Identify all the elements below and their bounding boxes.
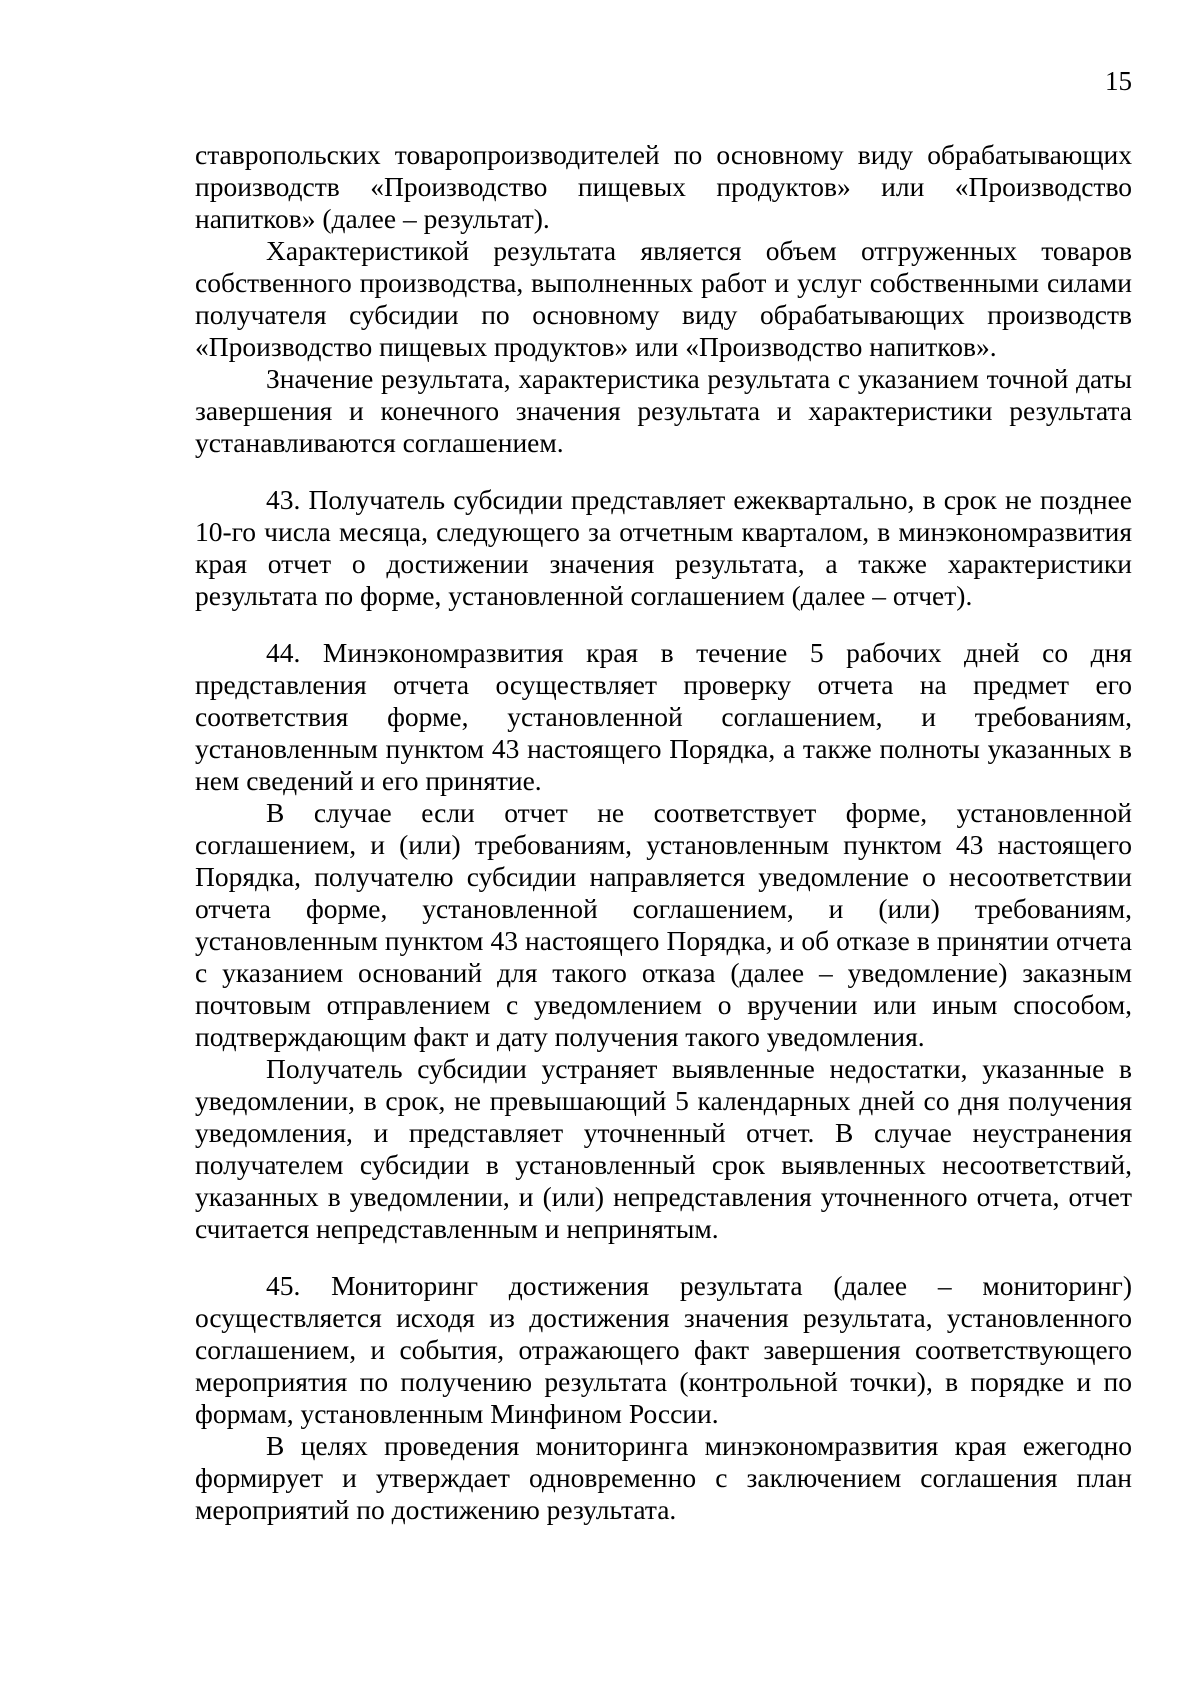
- paragraph-continuation: ставропольских товаропроизводителей по основному виду обрабатывающих производств «Производство пищевых продуктов» или «Производство напитков» (далее – результат).: [195, 139, 1132, 234]
- document-body: [195, 139, 1132, 1526]
- page-number: 15: [1105, 66, 1132, 96]
- paragraph-result-characteristic: Характеристикой результата является объем отгруженных товаров собственного производства, выполненных работ и услуг собственными силами получателя субсидии по основному виду обрабатывающих производств «Производство пищевых продуктов» или «Производство напитков».: [195, 235, 1132, 362]
- paragraph-report-mismatch: В случае если отчет не соответствует форме, установленной соглашением, и (или) требованиям, установленным пунктом 43 настоящего Порядка, получателю субсидии направляется уведомление о несоответствии отчета форме, установленной соглашением, и (или) требованиям, установленным пунктом 43 настоящего Порядка, и об отказе в принятии отчета с указанием оснований для такого отказа (далее – уведомление) заказным почтовым отправлением с уведомлением о вручении или иным способом, подтверждающим факт и дату получения такого уведомления.: [195, 797, 1132, 1052]
- paragraph-monitoring-plan: В целях проведения мониторинга минэкономразвития края ежегодно формирует и утверждает одновременно с заключением соглашения план мероприятий по достижению результата.: [195, 1430, 1132, 1525]
- paragraph-item-43: 43. Получатель субсидии представляет ежеквартально, в срок не позднее 10-го числа месяца, следующего за отчетным кварталом, в минэкономразвития края отчет о достижении значения результата, а также характеристики результата по форме, установленной соглашением (далее – отчет).: [195, 484, 1132, 611]
- paragraph-result-value: Значение результата, характеристика результата с указанием точной даты завершения и конечного значения результата и характеристики результата устанавливаются соглашением.: [195, 363, 1132, 458]
- paragraph-item-44: 44. Минэкономразвития края в течение 5 рабочих дней со дня представления отчета осуществляет проверку отчета на предмет его соответствия форме, установленной соглашением, и требованиям, установленным пунктом 43 настоящего Порядка, а также полноты указанных в нем сведений и его принятие.: [195, 637, 1132, 796]
- paragraph-item-45: 45. Мониторинг достижения результата (далее – мониторинг) осуществляется исходя из достижения значения результата, установленного соглашением, и события, отражающего факт завершения соответствующего мероприятия по получению результата (контрольной точки), в порядке и по формам, установленным Минфином России.: [195, 1270, 1132, 1429]
- paragraph-report-correction: Получатель субсидии устраняет выявленные недостатки, указанные в уведомлении, в срок, не превышающий 5 календарных дней со дня получения уведомления, и представляет уточненный отчет. В случае неустранения получателем субсидии в установленный срок выявленных несоответствий, указанных в уведомлении, и (или) непредставления уточненного отчета, отчет считается непредставленным и непринятым.: [195, 1053, 1132, 1244]
